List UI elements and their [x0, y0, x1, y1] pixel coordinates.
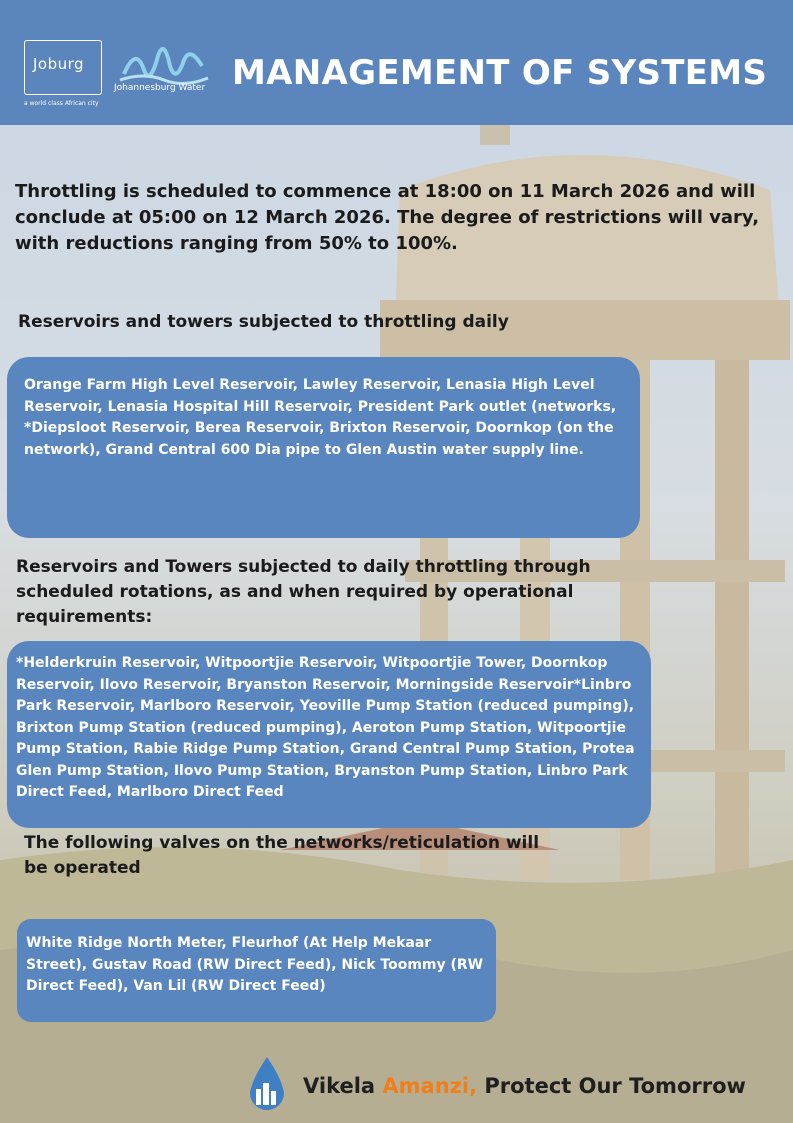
section3-heading: The following valves on the networks/reticulation will be operated [24, 833, 540, 878]
water-drop-city-icon [246, 1055, 288, 1115]
section3-body: White Ridge North Meter, Fleurhof (At Help Mekaar Street), Gustav Road (RW Direct Feed), Nick Toommy (RW Direct Feed), Van Lil (RW Direct Feed) [26, 935, 484, 994]
joburg-logo-text: Joburg [33, 55, 85, 73]
section2-body: *Helderkruin Reservoir, Witpoortjie Reservoir, Witpoortjie Tower, Doornkop Reservoir, Ilovo Reservoir, Bryanston Reservoir, Morningside Reservoir*Linbro Park Reservoir, Marlboro Reservoir, Yeoville Pump Station (reduced pumping), Brixton Pump Station (reduced pumping), Aeroton Pump Station, Witpoortjie Pump Station, Rabie Ridge Pump Station, Grand Central Pump Station, Protea Glen Pump Station, Ilovo Pump Station, Bryanston Pump Station, Linbro Park Direct Feed, Marlboro Direct Feed [16, 655, 635, 800]
section2-heading: Reservoirs and Towers subjected to daily throttling through scheduled rotations, as and when required by operational requirements: [16, 557, 591, 627]
joburg-tagline: a world class African city [24, 100, 99, 107]
section3-box [17, 919, 496, 1022]
page-title: MANAGEMENT OF SYSTEMS [232, 53, 768, 93]
section2-box [7, 641, 651, 828]
tagline-part1: Vikela [303, 1074, 383, 1098]
header-bar [0, 0, 793, 125]
throttling-schedule-text: Throttling is scheduled to commence at 18:00 on 11 March 2026 and will conclude at 05:00 on 12 March 2026. The degree of restrictions will vary, with reductions ranging from 50% to 100%. [15, 181, 760, 254]
section1-box [7, 357, 640, 538]
footer-tagline [303, 1074, 746, 1098]
tagline-part2: Protect Our Tomorrow [477, 1074, 746, 1098]
joburg-logo [24, 40, 102, 95]
tagline-accent: Amanzi, [382, 1074, 478, 1098]
section1-body: Orange Farm High Level Reservoir, Lawley Reservoir, Lenasia High Level Reservoir, Lenasia Hospital Hill Reservoir, President Park outlet (networks, *Diepsloot Reservoir, Berea Reservoir, Brixton Reservoir, Doornkop (on the network), Grand Central 600 Dia pipe to Glen Austin water supply line. [24, 377, 617, 458]
johannesburg-water-name: Johannesburg Water [114, 83, 206, 93]
section1-heading: Reservoirs and towers subjected to throttling daily [18, 312, 509, 332]
